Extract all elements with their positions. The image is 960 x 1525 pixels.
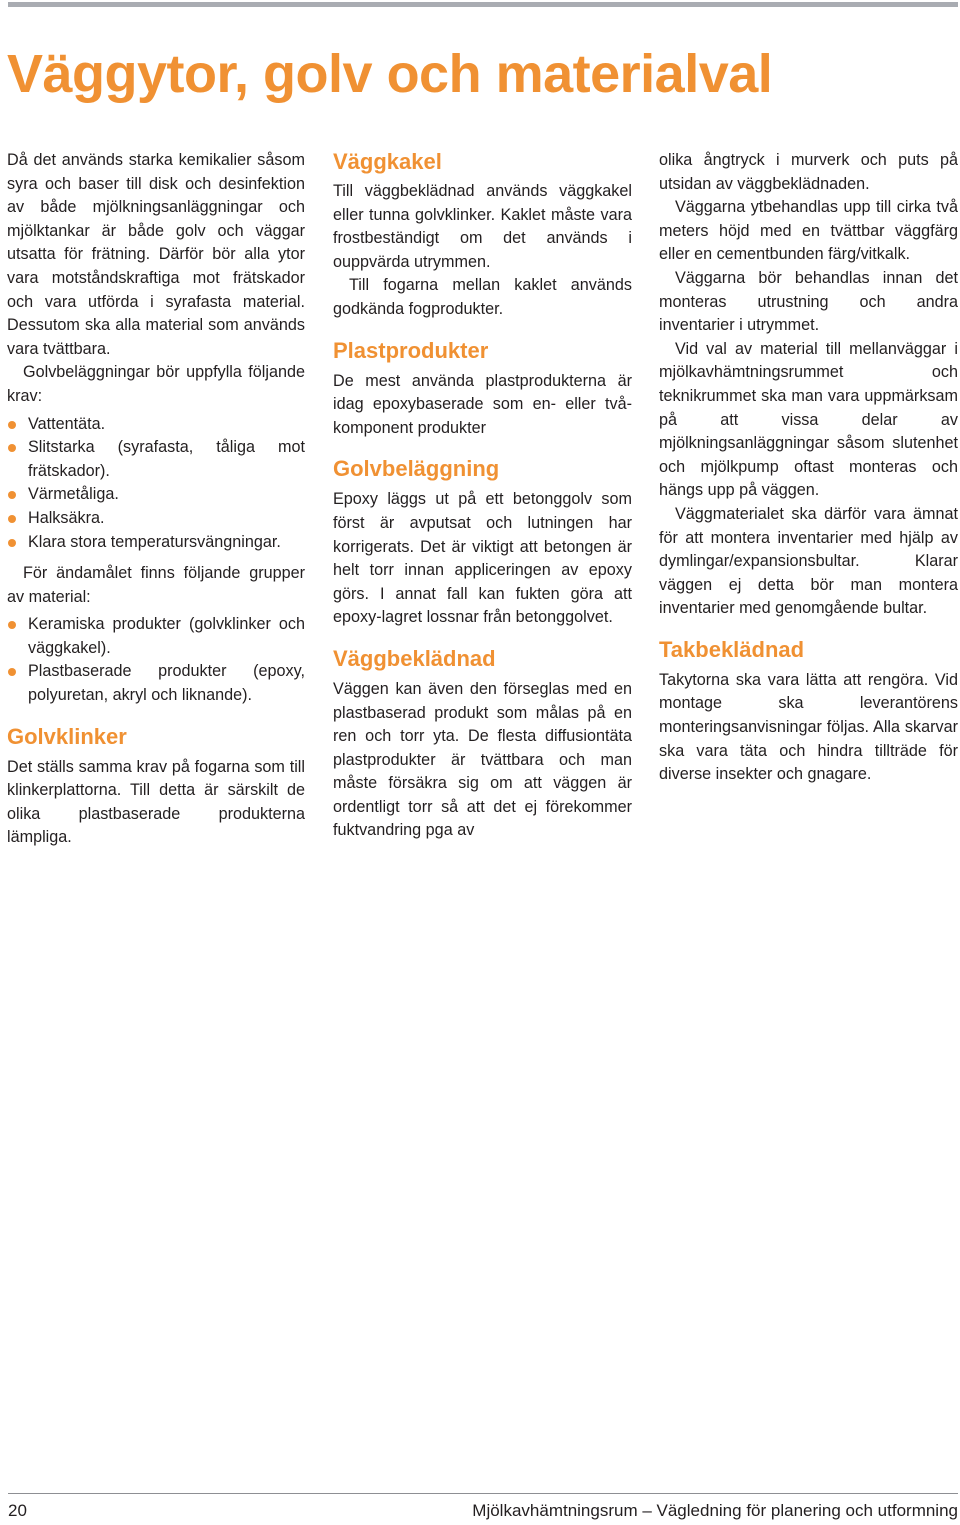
list-item-text: Plastbaserade produkter (epoxy, polyuretan, akryl och liknande). [28, 662, 305, 705]
bullet-dot-icon [8, 444, 16, 452]
intro-paragraph: Då det används starka kemikalier såsom syra och baser till disk och desinfektion av både mjölkningsanläggningar och mjölktankar är både golv och väggar utsatta för frätning. Därför bör alla ytor vara motståndskraftiga mot frätskador och vara utförda i syrafasta material. Dessutom ska alla material som används vara tvättbara. [7, 151, 305, 358]
list-item [7, 436, 305, 483]
page-title: Väggytor, golv och materialval [7, 44, 773, 104]
vaggkakel-paragraph-1: Till väggbeklädnad används väggkakel eller tunna golvklinker. Kaklet måste vara frostbeständigt om det används i ouppvärda utrymmen. [333, 182, 632, 271]
column-3 [659, 149, 958, 787]
section-heading-vaggbekladnad: Väggbeklädnad [333, 645, 496, 671]
material-groups-lead: För ändamålet finns följande grupper av material: [7, 564, 305, 606]
list-item [7, 660, 305, 707]
section-heading-golvklinker: Golvklinker [7, 723, 127, 749]
vaggkakel-paragraph-2: Till fogarna mellan kaklet används godkända fogprodukter. [333, 276, 632, 318]
floor-requirements-lead: Golvbeläggningar bör uppfylla följande krav: [7, 363, 305, 405]
section-heading-golvbelaggning: Golvbeläggning [333, 456, 500, 482]
section-heading-vaggkakel: Väggkakel [333, 149, 442, 174]
takbekladnad-paragraph: Takytorna ska vara lätta att rengöra. Vid montage ska leverantörens monteringsanvisningar följas. Alla skarvar ska vara täta och hindra tillträde för diverse insekter och gnagare. [659, 670, 958, 784]
footer-rule [8, 1493, 958, 1494]
list-item-text: Vattentäta. [28, 414, 106, 433]
bullet-dot-icon [8, 539, 16, 547]
list-item-text: Klara stora temperatursvängningar. [28, 532, 281, 551]
paragraph: Väggmaterialet ska därför vara ämnat för att montera inventarier med hjälp av dymlingar/expansionsbultar. Klarar väggen ej detta bör man montera inventarier med genomgående bultar. [659, 504, 958, 618]
list-item-text: Slitstarka (syrafasta, tåliga mot frätskador). [28, 438, 305, 480]
bullet-dot-icon [8, 621, 16, 629]
list-item-text: Halksäkra. [28, 508, 105, 527]
section-heading-plastprodukter: Plastprodukter [333, 337, 489, 363]
bullet-dot-icon [8, 421, 16, 429]
vaggbekladnad-paragraph: Väggen kan även den förseglas med en plastbaserad produkt som målas på en ren och torr yta. De flesta diffusiontäta plastprodukter är tvättbara och man måste försäkra sig om att väggen är ordentligt torr så att det ej förekommer fuktvandring pga av [333, 679, 632, 840]
column-1 [7, 149, 305, 850]
page-number: 20 [8, 1501, 27, 1520]
running-footer-title: Mjölkavhämtningsrum – Vägledning för planering och utformning [472, 1501, 958, 1520]
bullet-dot-icon [8, 491, 16, 499]
golvbelaggning-paragraph: Epoxy läggs ut på ett betonggolv som först är avputsat och lutningen har korrigerats. Det är viktigt att betongen är helt torr innan appliceringen av epoxy görs. I annat fall kan fukten göra att epoxy-lagret lossnar från betonggolvet. [333, 490, 632, 627]
paragraph: Väggarna bör behandlas innan det monteras utrustning och andra inventarier i utrymmet. [659, 268, 958, 335]
golvklinker-paragraph: Det ställs samma krav på fogarna som till klinkerplattorna. Till detta är särskilt de olika plastbaserade produkterna lämpliga. [7, 757, 305, 847]
plastprodukter-paragraph: De mest använda plastprodukterna är idag epoxybaserade som en- eller två-komponent produkter [333, 371, 632, 437]
continued-paragraph: olika ångtryck i murverk och puts på utsidan av väggbeklädnaden. [659, 151, 958, 193]
top-rule [8, 2, 958, 7]
bullet-dot-icon [8, 515, 16, 523]
list-item [7, 507, 305, 531]
bullet-dot-icon [8, 668, 16, 676]
paragraph: Väggarna ytbehandlas upp till cirka två meters höjd med en tvättbar väggfärg eller en cementbunden färg/vitkalk. [659, 198, 958, 264]
section-heading-takbekladnad: Takbeklädnad [659, 636, 805, 662]
list-item [7, 531, 305, 555]
column-2 [333, 149, 632, 843]
list-item [7, 483, 305, 507]
list-item-text: Värmetåliga. [28, 485, 119, 504]
list-item [7, 413, 305, 437]
floor-requirements-list [7, 413, 305, 555]
list-item [7, 613, 305, 660]
paragraph: Vid val av material till mellanväggar i mjölkavhämtningsrummet och teknikrummet ska man vara uppmärksam på att vissa delar av mjölkningsanläggningar såsom slutenhet och mjölkpump oftast monteras och hängs upp på väggen. [659, 339, 958, 500]
list-item-text: Keramiska produkter (golvklinker och väggkakel). [28, 615, 305, 657]
material-groups-list [7, 613, 305, 707]
